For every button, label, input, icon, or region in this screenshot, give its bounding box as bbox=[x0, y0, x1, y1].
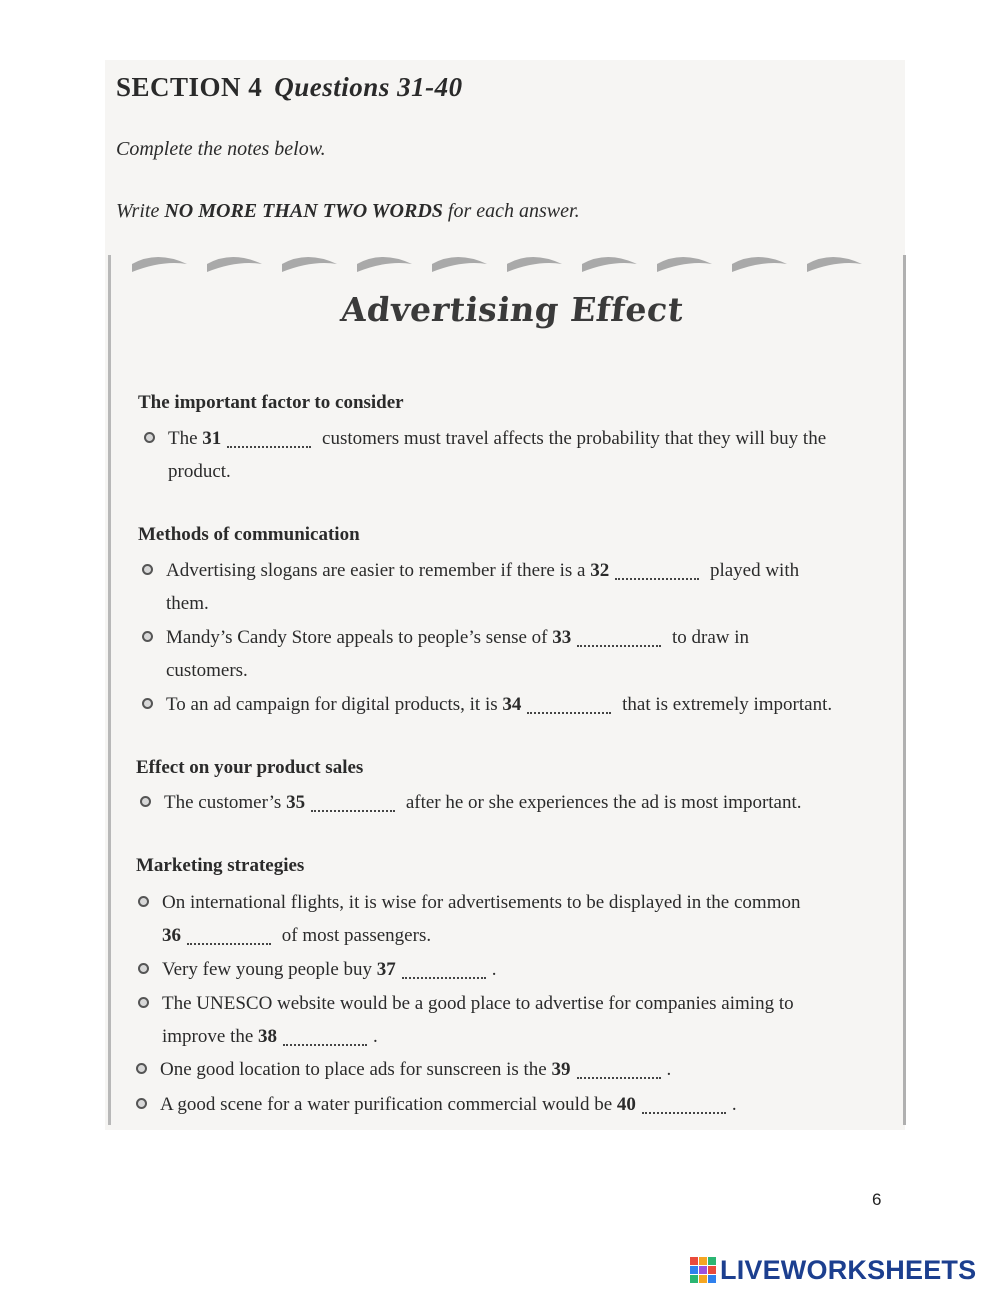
liveworksheets-icon bbox=[690, 1257, 716, 1283]
question-text: . bbox=[666, 1059, 672, 1080]
icon-cell bbox=[708, 1257, 716, 1265]
question-text: Advertising slogans are easier to remember if there is a bbox=[166, 560, 591, 581]
section-heading bbox=[116, 72, 463, 103]
question-text: Mandy’s Candy Store appeals to people’s sense of bbox=[166, 627, 553, 648]
bullet-icon bbox=[144, 432, 155, 443]
question-text: . bbox=[731, 1094, 737, 1115]
question-text: . bbox=[373, 1026, 378, 1047]
question-number: 39 bbox=[551, 1059, 571, 1080]
icon-cell bbox=[690, 1275, 698, 1283]
brand-logo[interactable] bbox=[690, 1255, 976, 1285]
question-text: One good location to place ads for sunscreen is the bbox=[160, 1059, 552, 1080]
group-heading: The important factor to consider bbox=[138, 392, 404, 413]
question-31 bbox=[168, 422, 888, 488]
question-number: 38 bbox=[258, 1026, 278, 1047]
question-text: To an ad campaign for digital products, it is bbox=[166, 694, 503, 715]
icon-cell bbox=[699, 1266, 707, 1274]
icon-cell bbox=[708, 1266, 716, 1274]
answer-blank-40[interactable] bbox=[642, 1094, 726, 1114]
question-38 bbox=[162, 987, 884, 1053]
question-text: The UNESCO website would be a good place to advertise for companies aiming to bbox=[162, 993, 794, 1014]
question-37 bbox=[162, 953, 882, 986]
section-questions: Questions 31-40 bbox=[274, 72, 463, 102]
icon-cell bbox=[699, 1257, 707, 1265]
answer-blank-36[interactable] bbox=[187, 925, 271, 945]
question-text: after he or she experiences the ad is most important. bbox=[401, 792, 802, 813]
question-number: 40 bbox=[616, 1094, 636, 1115]
group-heading: Marketing strategies bbox=[136, 855, 305, 876]
question-32 bbox=[166, 554, 886, 620]
icon-cell bbox=[699, 1275, 707, 1283]
question-number: 31 bbox=[202, 428, 222, 449]
icon-cell bbox=[708, 1275, 716, 1283]
question-text: improve the bbox=[162, 1026, 259, 1047]
instruction-word-limit bbox=[116, 200, 580, 223]
question-text: played with bbox=[705, 560, 800, 581]
question-text: that is extremely important. bbox=[617, 694, 833, 715]
question-text: . bbox=[491, 959, 497, 980]
question-text: The customer’s bbox=[164, 792, 287, 813]
page-number: 6 bbox=[872, 1190, 882, 1209]
bullet-icon bbox=[138, 997, 149, 1008]
wave-border-decoration bbox=[112, 246, 902, 286]
bullet-icon bbox=[138, 896, 149, 907]
question-40 bbox=[160, 1088, 880, 1121]
question-text: product. bbox=[168, 461, 231, 482]
question-text: A good scene for a water purification commercial would be bbox=[160, 1094, 617, 1115]
question-number: 33 bbox=[552, 627, 572, 648]
notes-title bbox=[0, 290, 1000, 329]
answer-blank-37[interactable] bbox=[402, 959, 486, 979]
section-label: SECTION 4 bbox=[116, 72, 263, 102]
icon-cell bbox=[690, 1257, 698, 1265]
instruction-suffix: for each answer. bbox=[442, 200, 580, 222]
answer-blank-34[interactable] bbox=[527, 694, 611, 714]
answer-blank-38[interactable] bbox=[283, 1026, 367, 1046]
bullet-icon bbox=[142, 698, 153, 709]
question-39 bbox=[160, 1053, 880, 1086]
bullet-icon bbox=[142, 631, 153, 642]
instruction-complete: Complete the notes below. bbox=[116, 138, 326, 160]
question-number: 32 bbox=[590, 560, 610, 581]
question-text: to draw in bbox=[667, 627, 750, 648]
bullet-icon bbox=[136, 1063, 147, 1074]
question-36 bbox=[162, 886, 884, 952]
question-33 bbox=[166, 621, 886, 687]
question-number: 35 bbox=[286, 792, 306, 813]
question-text: customers must travel affects the probability that they will buy the bbox=[317, 428, 827, 449]
question-text: of most passengers. bbox=[277, 925, 432, 946]
question-text: customers. bbox=[166, 660, 248, 681]
answer-blank-35[interactable] bbox=[311, 792, 395, 812]
question-35 bbox=[164, 786, 884, 819]
instruction-prefix: Write bbox=[116, 200, 165, 222]
question-text: On international flights, it is wise for advertisements to be displayed in the common bbox=[162, 892, 801, 913]
icon-cell bbox=[690, 1266, 698, 1274]
answer-blank-31[interactable] bbox=[227, 428, 311, 448]
answer-blank-32[interactable] bbox=[615, 560, 699, 580]
question-text: them. bbox=[166, 593, 209, 614]
bullet-icon bbox=[138, 963, 149, 974]
question-number: 37 bbox=[376, 959, 396, 980]
group-heading: Methods of communication bbox=[138, 524, 360, 545]
group-heading: Effect on your product sales bbox=[136, 757, 364, 778]
question-text: The bbox=[168, 428, 203, 449]
question-34 bbox=[166, 688, 886, 721]
bullet-icon bbox=[142, 564, 153, 575]
question-number: 34 bbox=[502, 694, 522, 715]
question-text: Very few young people buy bbox=[162, 959, 377, 980]
instruction-emphasis: NO MORE THAN TWO WORDS bbox=[164, 200, 443, 222]
notes-title-text: Advertising Effect bbox=[338, 290, 686, 329]
bullet-icon bbox=[140, 796, 151, 807]
answer-blank-39[interactable] bbox=[577, 1059, 661, 1079]
answer-blank-33[interactable] bbox=[577, 627, 661, 647]
bullet-icon bbox=[136, 1098, 147, 1109]
brand-name: LIVEWORKSHEETS bbox=[720, 1254, 977, 1285]
question-number: 36 bbox=[162, 925, 181, 946]
